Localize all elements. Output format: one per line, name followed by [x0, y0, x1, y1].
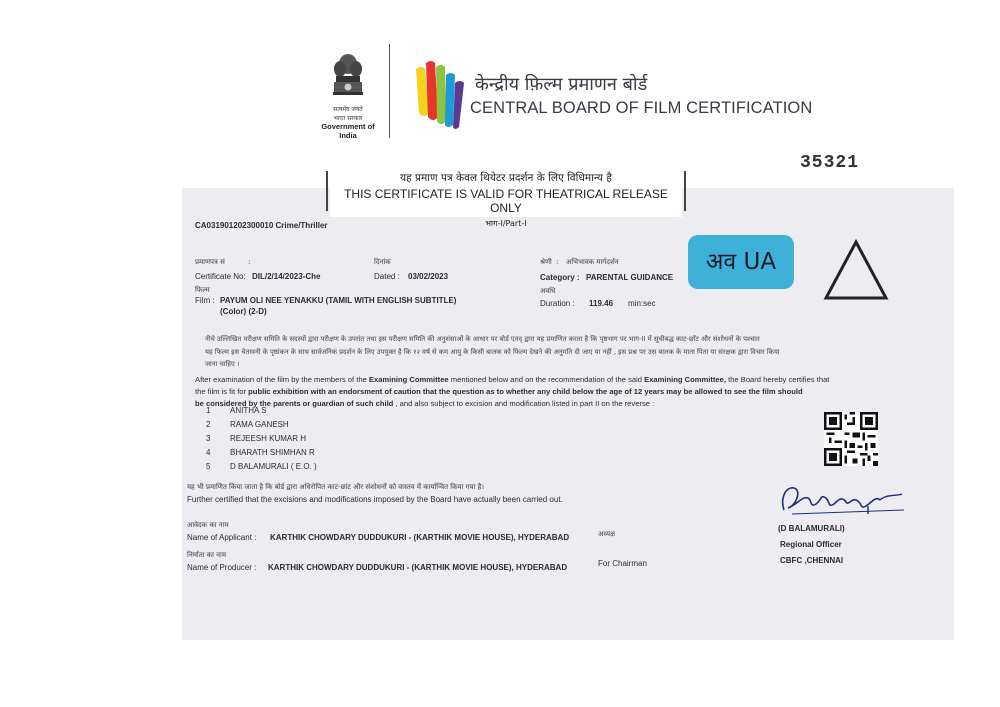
for-chairman: For Chairman — [598, 559, 647, 568]
caution-endorsement: be considered by the parents or guardian of such child — [195, 399, 394, 408]
english-text: After examination of the film by the members of the — [195, 375, 369, 384]
lion-capital-icon — [331, 52, 365, 104]
film-hindi-label: फिल्म — [195, 286, 210, 294]
duration-value: 119.46 — [589, 299, 614, 308]
validity-notice — [330, 165, 682, 228]
member-name: RAMA GANESH — [230, 420, 289, 429]
member-number: 2 — [206, 420, 211, 429]
producer-hindi-label: निर्माता का नाम — [187, 551, 227, 559]
member-name: BHARATH SHIMHAN R — [230, 448, 315, 457]
list-item — [206, 406, 506, 415]
list-item — [206, 462, 506, 471]
film-format: (Color) (2-D) — [220, 307, 267, 316]
qr-code-icon — [824, 412, 878, 466]
certification-text-hindi — [205, 333, 905, 371]
triangle-symbol-icon — [822, 238, 890, 302]
english-text: mentioned below and on the recommendation of the said — [448, 375, 645, 384]
certification-text-english — [195, 374, 915, 410]
board-name-hindi: केन्द्रीय फ़िल्म प्रमाणन बोर्ड — [475, 74, 648, 95]
category-hindi-label: श्रेणी — [540, 258, 552, 266]
duration-label: Duration : — [540, 299, 575, 308]
colon-separator: : — [556, 258, 559, 266]
cbfc-logo-icon — [413, 55, 473, 131]
duration-unit: min:sec — [628, 299, 656, 308]
emblem-hindi: भारत सरकार — [333, 115, 363, 122]
list-item — [206, 448, 506, 457]
member-number: 4 — [206, 448, 211, 457]
hindi-line-3: जाना चाहिए । — [205, 360, 240, 368]
examining-committee-term: Examining Committee — [368, 375, 449, 384]
cert-no-hindi-label: प्रमाणपत्र सं — [195, 258, 225, 266]
member-name: D BALAMURALI ( E.O. ) — [230, 462, 317, 471]
english-text: the film is fit for — [195, 387, 249, 396]
category-value: PARENTAL GUIDANCE — [586, 273, 674, 282]
english-text: the Board hereby certifies that — [725, 375, 830, 384]
notice-bracket-right — [684, 171, 686, 211]
examining-committee-term: Examining Committee, — [644, 375, 726, 384]
list-item — [206, 434, 506, 443]
applicant-hindi-label: आवेदक का नाम — [187, 521, 229, 529]
rating-badge — [688, 235, 794, 289]
member-name: ANITHA S — [230, 406, 267, 415]
further-certified-hindi: यह भी प्रमाणित किया जाता है कि बोर्ड द्वारा अधिरोपित काट-छांट और संशोधनों को वास्तव में कार्यान्वित किया गया है। — [187, 483, 485, 491]
duration-hindi-label: अवधि — [540, 287, 556, 295]
english-text: , and also subject to excision and modification listed in part II on the reverse : — [393, 399, 655, 408]
signatory-office: CBFC ,CHENNAI — [780, 556, 844, 565]
applicant-value: KARTHIK CHOWDARY DUDDUKURI - (KARTHIK MOVIE HOUSE), HYDERABAD — [270, 533, 570, 542]
member-number: 1 — [206, 406, 211, 415]
dated-hindi-label: दिनांक — [374, 258, 391, 266]
notice-english: THIS CERTIFICATE IS VALID FOR THEATRICAL RELEASE ONLY — [344, 187, 668, 215]
film-title-value: PAYUM OLI NEE YENAKKU (TAMIL WITH ENGLISH SUBTITLE) — [220, 296, 457, 305]
board-name-english: CENTRAL BOARD OF FILM CERTIFICATION — [470, 99, 813, 117]
cert-no-label: Certificate No: — [195, 272, 246, 281]
emblem-english: Government of India — [321, 122, 375, 140]
hindi-line-1: नीचे उल्लिखित परीक्षण समिति के सदस्यों द्वारा परीक्षण के उपरांत तथा इस परीक्षण समिति की अनुशंसाओं के आधार पर बोर्ड एतद् द्वारा यह प्रमाणित करता है कि पृष्ठभाग पर भाग-II में सूचीबद्ध काट-छाँट और संशोधनों के पश्चात — [205, 335, 760, 343]
member-number: 5 — [206, 462, 211, 471]
notice-bracket-left — [326, 171, 328, 211]
producer-value: KARTHIK CHOWDARY DUDDUKURI - (KARTHIK MOVIE HOUSE), HYDERABAD — [268, 563, 568, 572]
applicant-label: Name of Applicant : — [187, 533, 257, 542]
government-emblem — [312, 52, 384, 140]
notice-part: भाग-I/Part-I — [485, 219, 527, 228]
further-certified-english: Further certified that the excisions and modifications imposed by the Board have actually been carried out. — [187, 495, 563, 504]
film-label: Film : — [195, 296, 215, 305]
notice-hindi: यह प्रमाण पत्र केवल थियेटर प्रदर्शन के लिए विधिमान्य है — [400, 172, 612, 184]
certificate-serial-number: 35321 — [800, 153, 860, 173]
emblem-motto: सत्यमेव जयते — [333, 106, 363, 113]
cert-no-value: DIL/2/14/2023-Che — [252, 272, 321, 281]
category-label: Category : — [540, 273, 580, 282]
signatory-title: Regional Officer — [780, 540, 842, 549]
signatory-name: (D BALAMURALI) — [778, 524, 845, 533]
colon-separator: : — [248, 258, 251, 266]
rating-english: UA — [743, 249, 777, 275]
chairman-hindi: अध्यक्ष — [598, 530, 616, 538]
caution-endorsement: public exhibition with an endorsment of caution that the question as to whether any child below the age of 12 years may be allowed to see the film should — [248, 387, 803, 396]
member-name: REJEESH KUMAR H — [230, 434, 307, 443]
header-divider — [389, 44, 390, 138]
handwritten-signature — [772, 480, 912, 520]
dated-label: Dated : — [374, 272, 400, 281]
rating-hindi: अव — [705, 249, 737, 275]
member-number: 3 — [206, 434, 211, 443]
category-hindi-value: अभिभावक मार्गदर्शन — [566, 258, 619, 266]
reference-code: CA031901202300010 Crime/Thriller — [195, 221, 328, 230]
list-item — [206, 420, 506, 429]
hindi-line-2: यह फिल्म इस चेतावनी के पृष्ठांकन के साथ सार्वजनिक प्रदर्शन के लिए उपयुक्त है कि १२ वर्ष से कम आयु के किसी बालक को फिल्म देखने की अनुमति दी जाए या नहीं , इस प्रश्न पर उस बालक के माता पिता या संरक्षक द्वारा विचार किया — [205, 347, 780, 356]
producer-label: Name of Producer : — [187, 563, 257, 572]
dated-value: 03/02/2023 — [408, 272, 449, 281]
